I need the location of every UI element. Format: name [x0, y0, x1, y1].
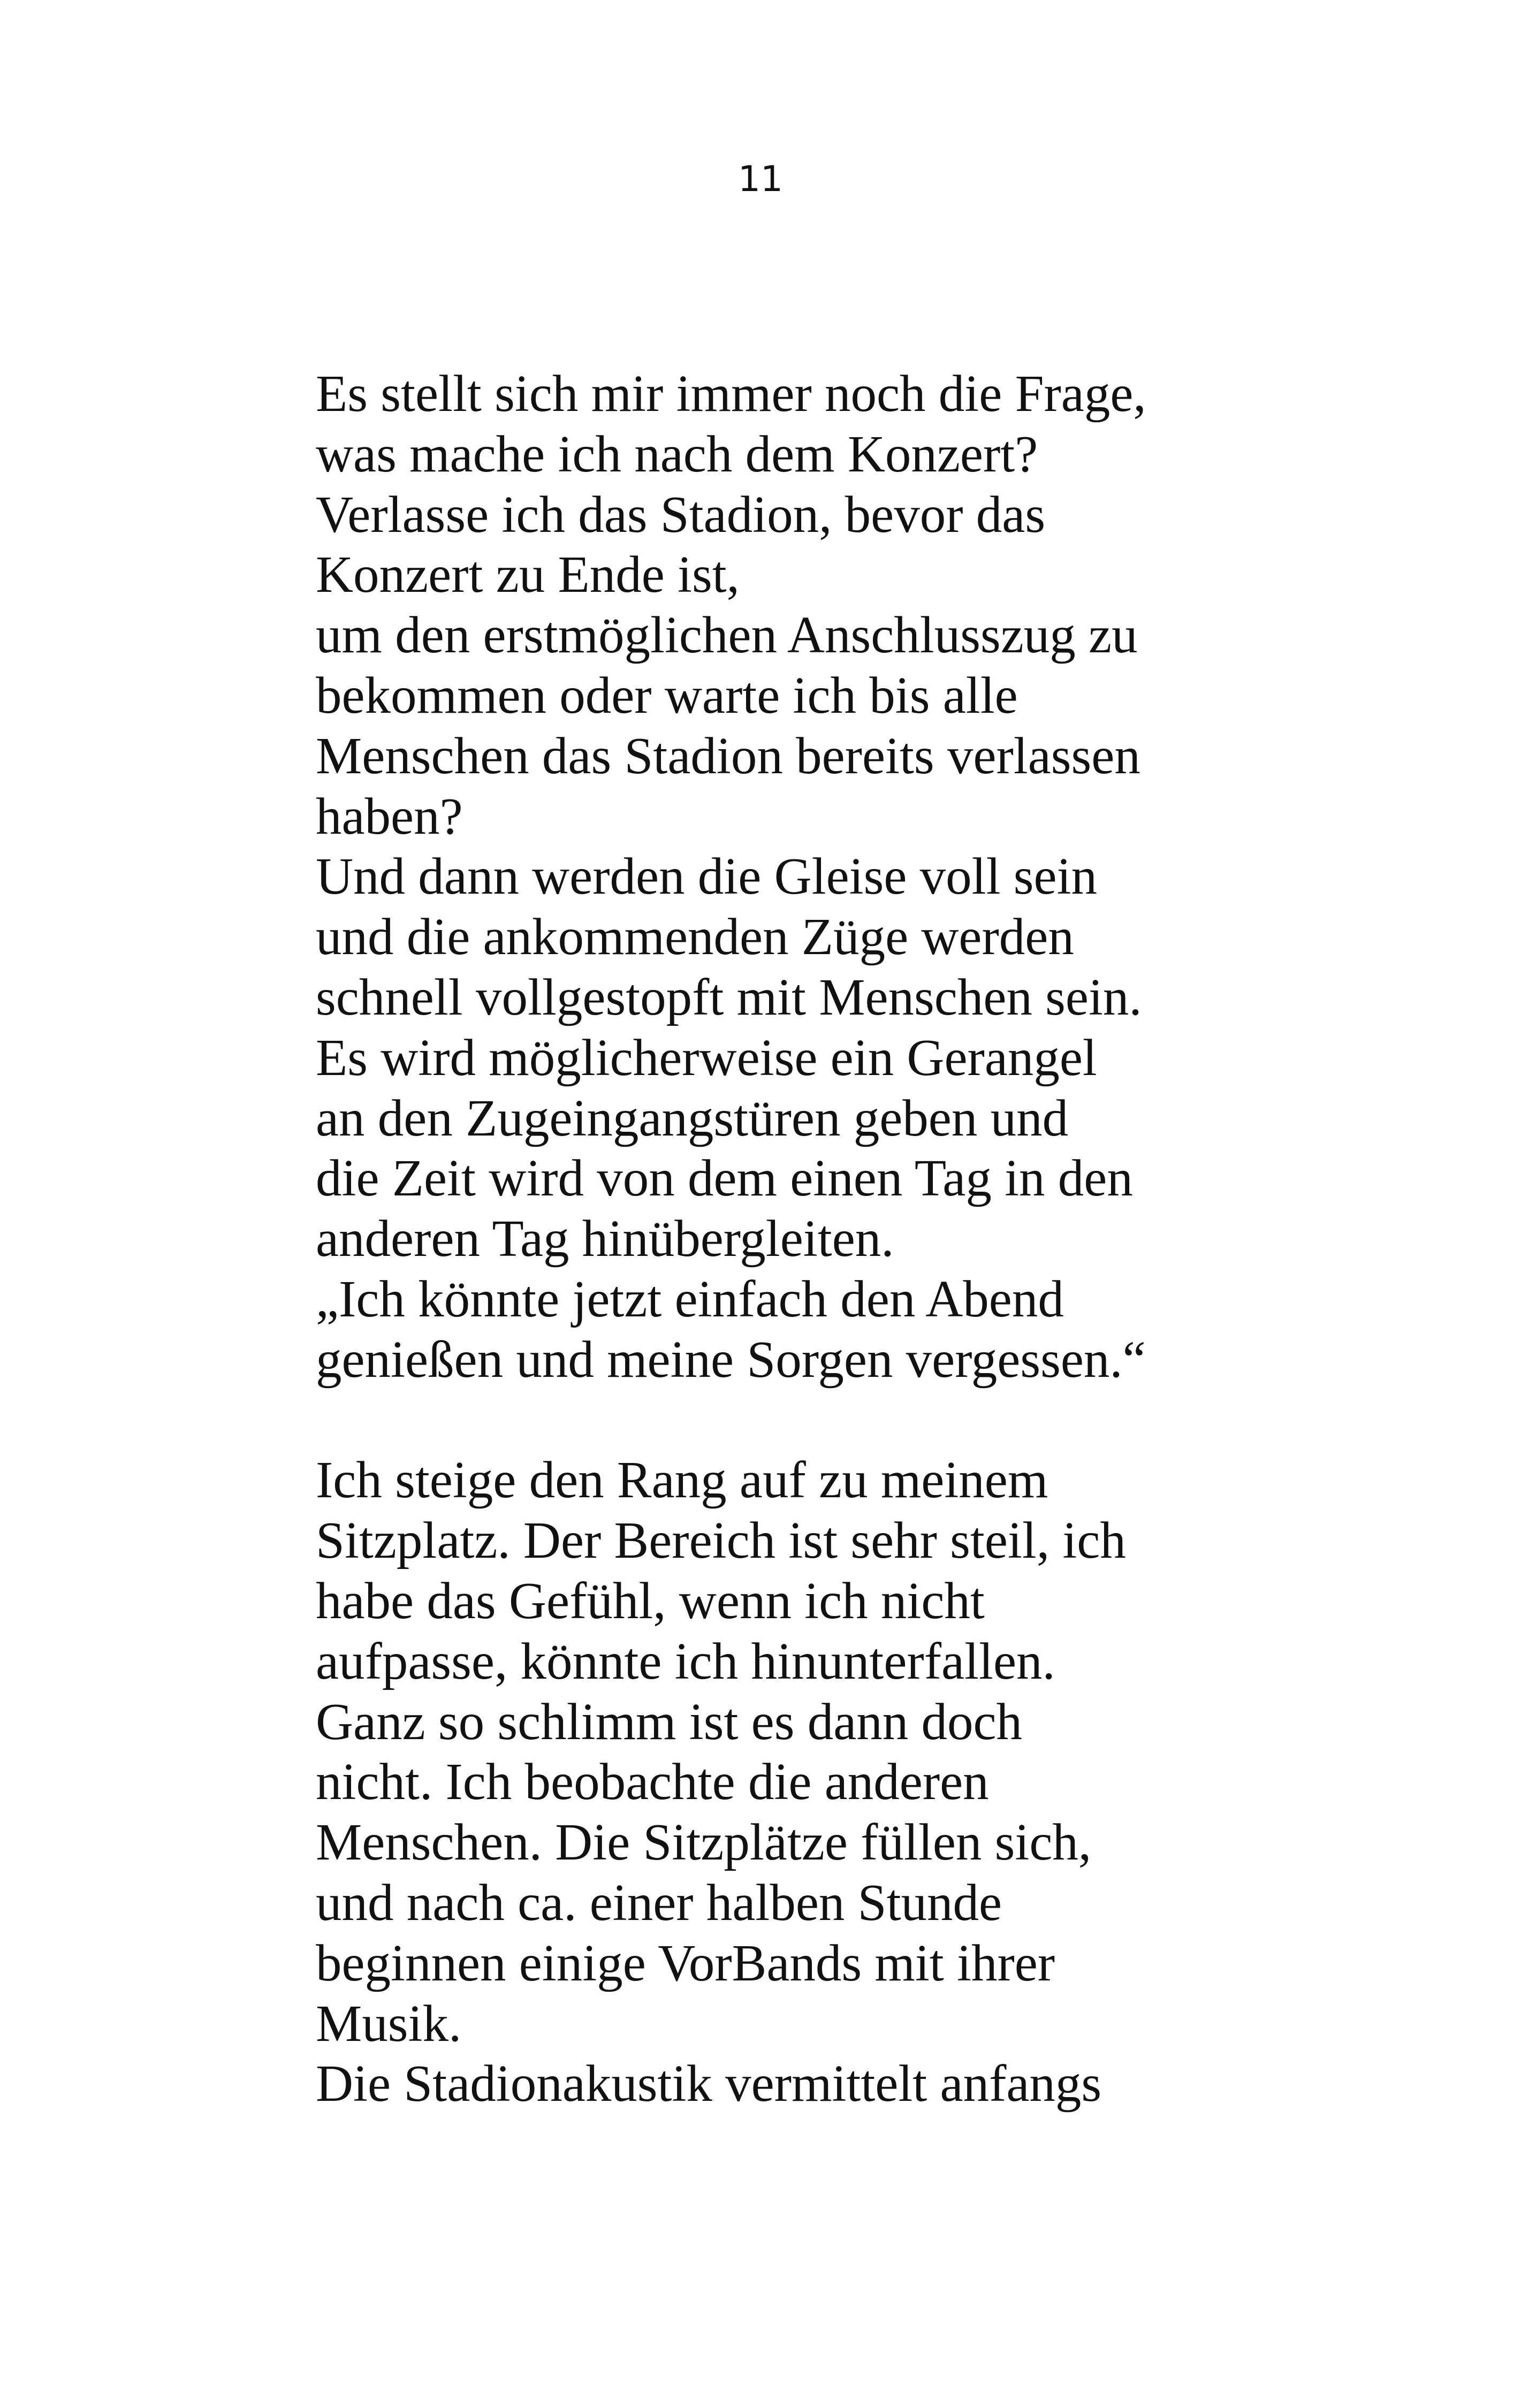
- text-line: Menschen. Die Sitzplätze füllen sich,: [316, 1813, 1092, 1871]
- text-line: Und dann werden die Gleise voll sein: [316, 848, 1098, 905]
- text-line: Verlasse ich das Stadion, bevor das: [316, 485, 1046, 543]
- text-line: Sitzplatz. Der Bereich ist sehr steil, ich: [316, 1512, 1126, 1569]
- text-line: Menschen das Stadion bereits verlassen: [316, 727, 1140, 784]
- body-text: [316, 364, 1493, 2114]
- text-line: Musik.: [316, 1994, 462, 2052]
- text-line: Ganz so schlimm ist es dann doch: [316, 1693, 1023, 1750]
- text-line: schnell vollgestopft mit Menschen sein.: [316, 968, 1142, 1026]
- text-line: Es stellt sich mir immer noch die Frage,: [316, 365, 1146, 422]
- text-line: und die ankommenden Züge werden: [316, 908, 1074, 966]
- text-line: anderen Tag hinübergleiten.: [316, 1210, 894, 1268]
- text-line: nicht. Ich beobachte die anderen: [316, 1753, 989, 1811]
- text-line: Ich steige den Rang auf zu meinem: [316, 1451, 1048, 1509]
- text-line: haben?: [316, 787, 463, 845]
- text-line: genießen und meine Sorgen vergessen.“: [316, 1330, 1146, 1388]
- text-line: „Ich könnte jetzt einfach den Abend: [316, 1270, 1064, 1328]
- text-line: habe das Gefühl, wenn ich nicht: [316, 1572, 985, 1629]
- text-line: die Zeit wird von dem einen Tag in den: [316, 1149, 1133, 1207]
- text-line: und nach ca. einer halben Stunde: [316, 1873, 1002, 1931]
- text-line: Es wird möglicherweise ein Gerangel: [316, 1028, 1097, 1086]
- text-line: um den erstmöglichen Anschlusszug zu: [316, 606, 1138, 664]
- paragraph-2: [316, 1450, 1493, 2114]
- text-line: bekommen oder warte ich bis alle: [316, 666, 1018, 724]
- text-line: aufpasse, könnte ich hinunterfallen.: [316, 1632, 1055, 1690]
- text-line: was mache ich nach dem Konzert?: [316, 425, 1038, 483]
- text-line: Konzert zu Ende ist,: [316, 546, 740, 604]
- paragraph-gap: [316, 1390, 1493, 1451]
- page-number: 11: [738, 158, 783, 200]
- text-line: an den Zugeingangstüren geben und: [316, 1089, 1069, 1147]
- paragraph-1: [316, 364, 1493, 1390]
- text-line: Die Stadionakustik vermittelt anfangs: [316, 2055, 1102, 2113]
- text-line: beginnen einige VorBands mit ihrer: [316, 1934, 1055, 1992]
